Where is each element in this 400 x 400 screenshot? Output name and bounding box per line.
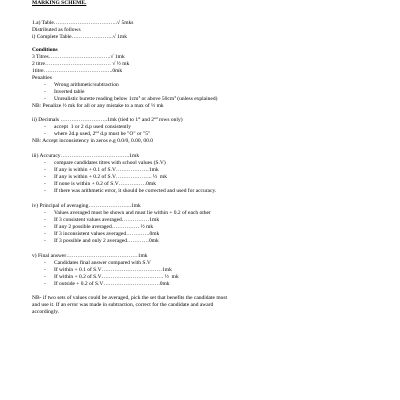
final-nb-line-3: accordingly. bbox=[32, 309, 59, 315]
penalties-heading: Penalties bbox=[32, 75, 52, 81]
accuracy-heading: iii) Accuracy………………………………..1mk bbox=[32, 153, 140, 159]
dash-bullet: - bbox=[44, 210, 46, 216]
dash-bullet: - bbox=[44, 96, 46, 102]
decimals-accept-line: accept 1 or 2 d.p used consistently bbox=[54, 124, 131, 130]
dash-bullet: - bbox=[44, 131, 46, 137]
one-titre-line: 1titre………………………………..0mk bbox=[32, 68, 123, 74]
decimals-heading: ii) Decimals ……………………..1mk (tied to 1st and 2nd rows only) bbox=[32, 116, 183, 123]
averaging-three-consistent-line: If 3 consistent values averaged……………1mk bbox=[54, 217, 160, 223]
dash-bullet: - bbox=[44, 238, 46, 244]
dash-bullet: - bbox=[44, 224, 46, 230]
q1-distribution-line: Distributed as follows bbox=[32, 27, 81, 33]
final-within-0-1-line: If within + 0.1 of S.V……………………………1mk bbox=[54, 267, 172, 273]
q1-complete-table-line: i) Complete Table…………………..√ 1mk bbox=[32, 34, 127, 40]
two-titres-line: 2 titre……………………………… √ ½ mk bbox=[32, 61, 130, 67]
dash-bullet: - bbox=[44, 160, 46, 166]
dash-bullet: - bbox=[44, 181, 46, 187]
averaging-heading: iv) Principal of averaging…………………...1mk bbox=[32, 203, 141, 209]
final-outside-0-2-line: If outside + 0.2 of S.V………………………….0mk bbox=[54, 281, 170, 287]
dash-bullet: - bbox=[44, 89, 46, 95]
accuracy-compare-line: compare candidates titres with school values (S.V) bbox=[54, 160, 166, 166]
accuracy-arithmetic-error-line: If there was arithmetic error, it should be corrected and used for accuracy. bbox=[54, 188, 217, 194]
dash-bullet: - bbox=[44, 82, 46, 88]
decimals-2dp-line: where 2d.p used, 2nd d.p must be "O" or "5" bbox=[54, 130, 151, 137]
dash-bullet: - bbox=[44, 281, 46, 287]
dash-bullet: - bbox=[44, 217, 46, 223]
conditions-nb: NB: Penalize ½ mk for all or any mistake to a max of ½ mk bbox=[32, 103, 164, 109]
dash-bullet: - bbox=[44, 231, 46, 237]
penalty-unrealistic-burette: Unrealistic burette reading below $1cm^3$ or above $50cm^3$ (unless explained) bbox=[54, 95, 218, 102]
final-nb-line-1: NB- if two sets of values could be averaged, pick the set that benefits the candidate most bbox=[32, 295, 228, 301]
final-nb-line-2: and use it. If an error was made in subtraction, correct for the candidate and award bbox=[32, 302, 214, 308]
final-answer-heading: v) Final answer…………………………………1mk bbox=[32, 253, 148, 259]
document-title: MARKING SCHEME. bbox=[32, 0, 87, 6]
three-titres-line: 3 Titres…………………………….√ 1mk bbox=[32, 54, 125, 60]
decimals-nb: NB: Accept inconsistency in zeros e.g 0.0/0, 0.00, 00.0 bbox=[32, 138, 153, 144]
averaging-two-possible-line: If any 2 possible averaged…………… ½ mk bbox=[54, 224, 154, 230]
q1-table-line: 1.a) Table……………………………..√ 5mks bbox=[32, 20, 134, 26]
accuracy-within-0-2-line: If any is within + 0.2 of S.V……………….. ½ mk bbox=[54, 174, 167, 180]
penalty-wrong-arithmetic: Wrong arithmetic/subtraction bbox=[54, 82, 119, 88]
dash-bullet: - bbox=[44, 260, 46, 266]
accuracy-none-within-line: If none is within + 0.2 of S.V……………0mk bbox=[54, 181, 156, 187]
accuracy-within-0-1-line: If any is within + 0.1 of S.V………………1mk bbox=[54, 167, 159, 173]
final-compare-line: Candidates final answer compared with S.V bbox=[54, 260, 151, 266]
dash-bullet: - bbox=[44, 267, 46, 273]
dash-bullet: - bbox=[44, 174, 46, 180]
averaging-three-possible-two-averaged-line: If 3 possible and only 2 averaged…………0mk bbox=[54, 238, 159, 244]
averaging-values-shown-line: Values averaged must be shown and must lie within + 0.2 of each other bbox=[54, 210, 211, 216]
final-within-0-2-line: If within + 0.2 of S.V……………………………. ½ mk bbox=[54, 274, 179, 280]
dash-bullet: - bbox=[44, 274, 46, 280]
dash-bullet: - bbox=[44, 124, 46, 130]
dash-bullet: - bbox=[44, 167, 46, 173]
conditions-heading: Conditions bbox=[32, 47, 58, 53]
penalty-inverted-table: Inverted table bbox=[54, 89, 85, 95]
averaging-three-inconsistent-line: If 3 inconsistent values averaged………….0mk bbox=[54, 231, 160, 237]
dash-bullet: - bbox=[44, 188, 46, 194]
